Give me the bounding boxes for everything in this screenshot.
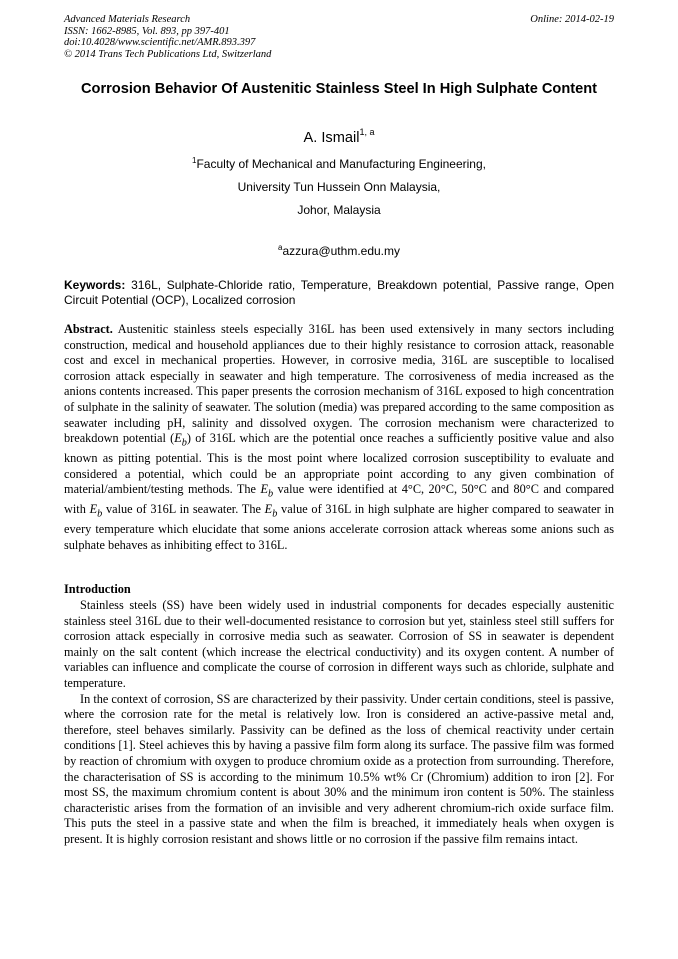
email-text: azzura@uthm.edu.my (282, 244, 400, 258)
author-line (64, 127, 614, 146)
author-name: A. Ismail (303, 130, 360, 146)
abstract-text-1: Austenitic stainless steels especially 316L has been used extensively in many sectors including construction, medical and household appliances due to their highly resistance to corrosion attack, reasonable cost and excel in mechanical properties. However, in corrosive media, 316L are susceptible to localised corrosion attack especially in seawater and high temperature. The corrosiveness of media increased as the anions contents increased. This paper presents the corrosion mechanism of 316L exposed to high concentration of sulphate in the salinity of seawater. The solution (media) was prepared according to the same composition as seawater including pH, salinity and dissolved oxygen. The corrosion mechanism were characterized to breakdown potential ( (64, 322, 615, 446)
introduction-heading: Introduction (64, 582, 131, 596)
keywords-text: 316L, Sulphate-Chloride ratio, Temperature, Breakdown potential, Passive range, Open Circuit Potential (OCP), Localized corrosion (64, 278, 614, 307)
abstract-text-5: value of 316L in high sulphate are higher compared to seawater in every temperature which elucidate that some anions accelerate corrosion attack whereas some anions such as sulphate behaves as inhibiting effect to 316L. (64, 502, 615, 553)
affiliation-text-1: Faculty of Mechanical and Manufacturing Engineering, (196, 157, 486, 171)
abstract-label: Abstract. (64, 322, 113, 336)
affiliation-line-3: Johor, Malaysia (297, 203, 381, 217)
keywords-section (64, 278, 614, 308)
journal-name: Advanced Materials Research (64, 14, 191, 25)
abstract-section (64, 322, 614, 554)
affiliation-sup: 1 (192, 156, 197, 165)
affiliation-line-1 (64, 156, 614, 171)
eb-symbol-2: $E_b$ (260, 482, 274, 500)
online-date: Online: 2014-02-19 (530, 14, 614, 25)
abstract-text-4: value of 316L in seawater. The (102, 502, 265, 517)
introduction-paragraph-1: Stainless steels (SS) have been widely used in industrial components for decades especially austenitic stainless steel 316L due to their well-documented resistance to corrosion but yet, stainless steel still suffers for corrosion attack especially in corrosive media such as seawater. Corrosion of SS in seawater is dependent mainly on the salt content (which increase the electrical conductivity) and its oxygen content. A number of variables can influence and complicate the course of corrosion in different ways such as chloride, sulphate and temperature. (64, 598, 614, 690)
author-sup: 1, a (359, 127, 375, 137)
introduction-body (64, 598, 614, 848)
email-sup: a (277, 243, 283, 252)
journal-doi: doi:10.4028/www.scientific.net/AMR.893.397 (64, 37, 256, 48)
keywords-label: Keywords: (64, 278, 126, 292)
eb-symbol-1: $E_b$ (174, 431, 187, 449)
eb-symbol-4: $E_b$ (264, 502, 278, 520)
introduction-paragraph-2: In the context of corrosion, SS are characterized by their passivity. Under certain conditions, steel is passive, where the corrosion rate for the metal is relatively low. Iron is considered an active-passive metal and, therefore, steel behaves similarly. Passivity can be defined as the loss of chemical reactivity under certain conditions [1]. Steel achieves this by having a passive film form along its surface. The passive film was formed by reaction of chromium with oxygen to produce chromium oxide as a protection from surrounding. Therefore, the characterisation of SS is according to the minimum 10.5% wt% Cr (Chromium) addition to iron [2]. For most SS, the maximum chromium content is about 30% and the minimum iron content is 50%. The stainless characteristic arises from the formation of an invisible and very adherent chromium-rich oxide surface film. This puts the steel in a passive state and when the film is breached, it immediately heals when oxygen is present. It is highly corrosion resistant and shows little or no corrosion if the passive film remains intact. (64, 691, 614, 846)
eb-symbol-3: $E_b$ (89, 502, 103, 520)
abstract-text-3: value were identified at 4°C, 20°C, 50°C and 80°C and compared with (64, 482, 614, 517)
journal-copyright: © 2014 Trans Tech Publications Ltd, Switzerland (64, 48, 272, 60)
abstract-text-2: ) of 316L which are the potential once reaches a sufficiently positive value and also known as pitting potential. This is the most point where localized corrosion susceptibility to evaluate and considered a potential, which could be an appropriate point according to any given combination of material/ambient/testing methods. The (64, 431, 614, 497)
paper-title: Corrosion Behavior Of Austenitic Stainless Steel In High Sulphate Content (81, 81, 597, 97)
journal-header (64, 14, 271, 60)
author-email (64, 243, 614, 258)
affiliation-line-2: University Tun Hussein Onn Malaysia, (237, 180, 441, 194)
journal-issn: ISSN: 1662-8985, Vol. 893, pp 397-401 (64, 25, 230, 37)
